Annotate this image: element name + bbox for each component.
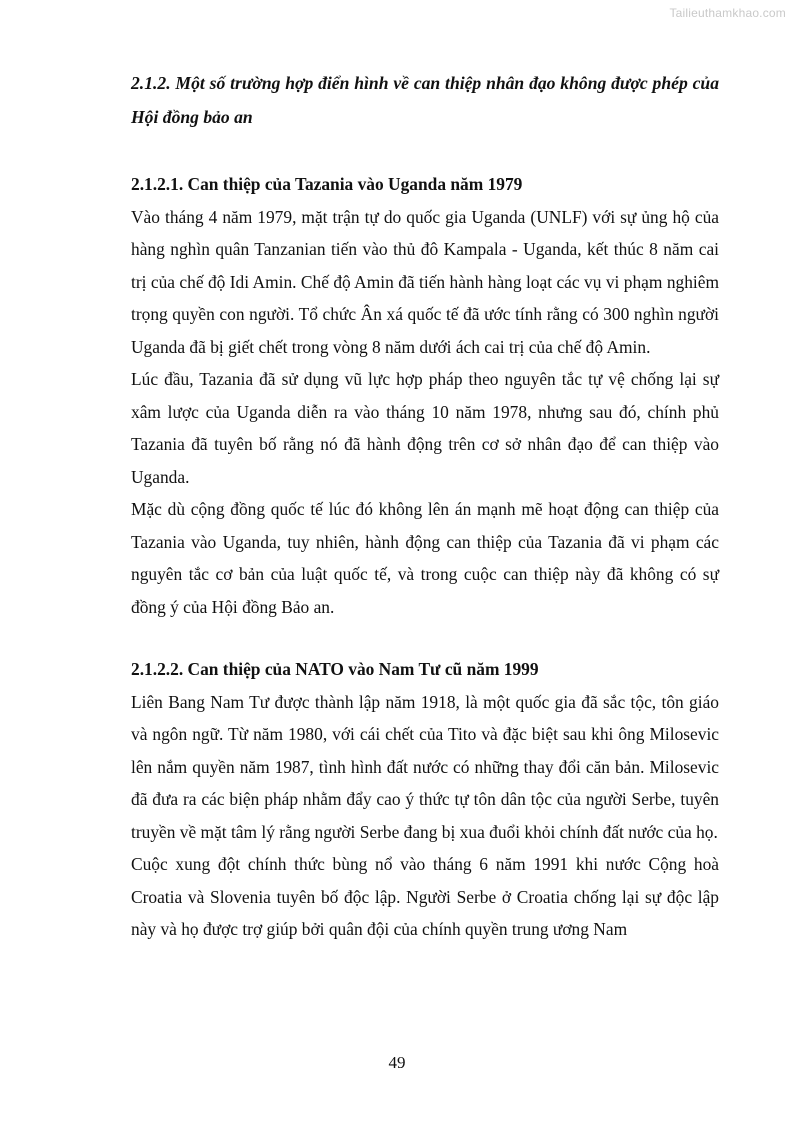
subsection-heading-2: 2.1.2.2. Can thiệp của NATO vào Nam Tư cũ năm 1999 [131, 659, 539, 679]
document-page [131, 66, 719, 946]
spacer [131, 134, 719, 168]
subsection-heading-1: 2.1.2.1. Can thiệp của Tazania vào Uganda năm 1979 [131, 174, 523, 194]
paragraph: Liên Bang Nam Tư được thành lập năm 1918, là một quốc gia đã sắc tộc, tôn giáo và ngôn ngữ. Từ năm 1980, với cái chết của Tito và đặc biệt sau khi ông Milosevic lên nắm quyền năm 1987, tình hình đất nước có những thay đổi căn bản. Milosevic đã đưa ra các biện pháp nhằm đẩy cao ý thức tự tôn dân tộc của người Serbe, tuyên truyền về mặt tâm lý rằng người Serbe đang bị xua đuổi khỏi chính đất nước của họ. [131, 691, 719, 842]
paragraph: Cuộc xung đột chính thức bùng nổ vào tháng 6 năm 1991 khi nước Cộng hoà Croatia và Slovenia tuyên bố độc lập. Người Serbe ở Croatia chống lại sự độc lập này và họ được trợ giúp bởi quân đội của chính quyền trung ương Nam [131, 854, 719, 939]
spacer [131, 623, 719, 653]
section-heading: 2.1.2. Một số trường hợp điển hình về can thiệp nhân đạo không được phép của Hội đồng bảo an [131, 73, 719, 127]
paragraph: Vào tháng 4 năm 1979, mặt trận tự do quốc gia Uganda (UNLF) với sự ủng hộ của hàng nghìn quân Tanzanian tiến vào thủ đô Kampala - Uganda, kết thúc 8 năm cai trị của chế độ Idi Amin. Chế độ Amin đã tiến hành hàng loạt các vụ vi phạm nghiêm trọng quyền con người. Tổ chức Ân xá quốc tế đã ước tính rằng có 300 nghìn người Uganda đã bị giết chết trong vòng 8 năm dưới ách cai trị của chế độ Amin. [131, 206, 719, 357]
paragraph: Lúc đầu, Tazania đã sử dụng vũ lực hợp pháp theo nguyên tắc tự vệ chống lại sự xâm lược của Uganda diễn ra vào tháng 10 năm 1978, nhưng sau đó, chính phủ Tazania đã tuyên bố rằng nó đã hành động trên cơ sở nhân đạo để can thiệp vào Uganda. [131, 369, 719, 487]
paragraph: Mặc dù cộng đồng quốc tế lúc đó không lên án mạnh mẽ hoạt động can thiệp của Tazania vào Uganda, tuy nhiên, hành động can thiệp của Tazania đã vi phạm các nguyên tắc cơ bản của luật quốc tế, và trong cuộc can thiệp này đã không có sự đồng ý của Hội đồng Bảo an. [131, 499, 719, 617]
page-number: 49 [388, 1053, 406, 1072]
watermark: Tailieuthamkhao.com [669, 6, 786, 20]
